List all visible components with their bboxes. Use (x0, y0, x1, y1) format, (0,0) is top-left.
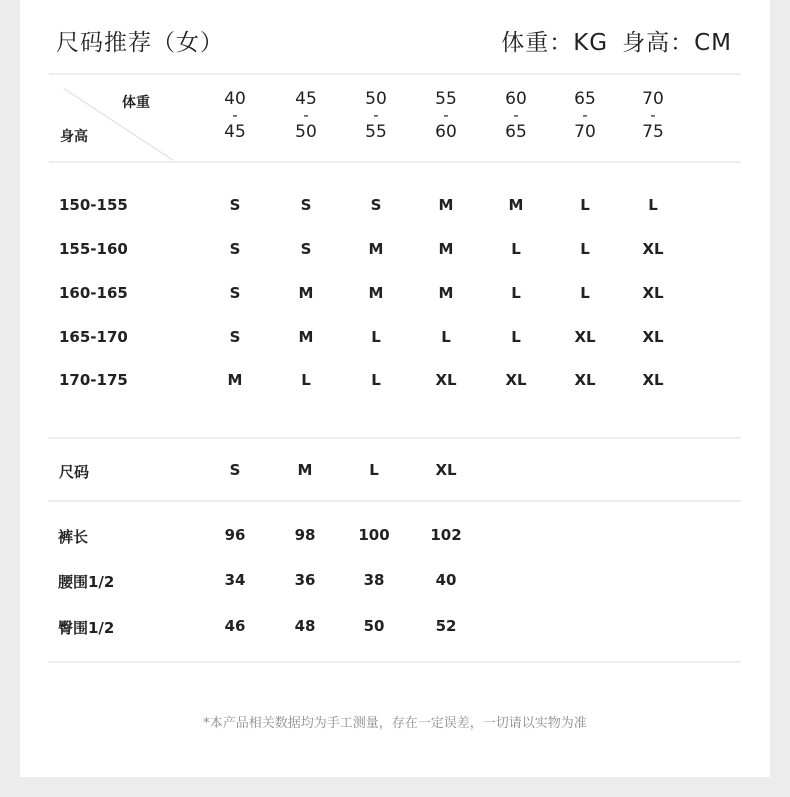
size-cell: L (511, 240, 521, 258)
size-cell: M (368, 284, 384, 302)
size-cell: S (229, 196, 241, 214)
weight-range-to: 75 (642, 122, 664, 142)
divider-top (49, 73, 741, 75)
size-cell: M (508, 196, 524, 214)
weight-range-6 (642, 90, 664, 141)
size-cell: XL (642, 240, 664, 258)
size-cell: L (371, 328, 381, 346)
measurement-footnote: *本产品相关数据均为手工测量，存在一定误差，一切请以实物为准 (203, 716, 587, 731)
weight-range-to: 60 (435, 122, 457, 142)
size-header-cell: S (229, 461, 241, 479)
size-cell: XL (642, 284, 664, 302)
size-cell: S (300, 240, 312, 258)
height-range-label: 170-175 (59, 371, 128, 389)
height-range-label: 165-170 (59, 328, 128, 346)
divider-bottom (48, 661, 741, 663)
measure-value-cell: 38 (363, 571, 385, 589)
size-cell: M (298, 328, 314, 346)
size-header-cell: M (297, 461, 313, 479)
size-cell: L (580, 196, 590, 214)
weight-range-to: 50 (295, 122, 317, 142)
units-legend (501, 24, 732, 57)
weight-range-from: 60 (505, 89, 527, 109)
measure-value-cell: 40 (435, 571, 457, 589)
size-cell: XL (505, 371, 527, 389)
weight-unit-label: 体重：KG (501, 30, 609, 56)
measure-label: 裤长 (58, 528, 89, 546)
size-cell: L (371, 371, 381, 389)
size-cell: S (370, 196, 382, 214)
range-dash: - (232, 106, 238, 124)
size-cell: S (229, 240, 241, 258)
weight-range-to: 45 (224, 122, 246, 142)
height-unit-label: 身高：CM (622, 30, 732, 56)
height-range-label: 160-165 (59, 284, 128, 302)
size-cell: M (438, 240, 454, 258)
size-cell: XL (574, 371, 596, 389)
measure-value-cell: 102 (430, 526, 462, 544)
weight-range-from: 45 (295, 89, 317, 109)
weight-range-to: 55 (365, 122, 387, 142)
measure-value-cell: 46 (224, 617, 246, 635)
measure-value-cell: 48 (294, 617, 316, 635)
size-cell: S (300, 196, 312, 214)
size-cell: M (368, 240, 384, 258)
weight-range-from: 40 (224, 89, 246, 109)
range-dash: - (303, 106, 309, 124)
range-dash: - (650, 106, 656, 124)
size-cell: L (648, 196, 658, 214)
height-range-label: 150-155 (59, 196, 128, 214)
size-cell: S (229, 284, 241, 302)
weight-range-from: 55 (435, 89, 457, 109)
divider-measure (48, 500, 741, 502)
measure-value-cell: 100 (358, 526, 390, 544)
size-cell: L (511, 284, 521, 302)
range-dash: - (443, 106, 449, 124)
measure-value-cell: 52 (435, 617, 457, 635)
measure-value-cell: 98 (294, 526, 316, 544)
weight-range-5 (574, 90, 596, 141)
size-cell: XL (435, 371, 457, 389)
measure-label: 臀围1/2 (58, 619, 115, 637)
size-cell: L (580, 284, 590, 302)
range-dash: - (513, 106, 519, 124)
size-header-cell: L (369, 461, 379, 479)
size-cell: L (441, 328, 451, 346)
size-cell: M (438, 284, 454, 302)
measure-value-cell: 36 (294, 571, 316, 589)
weight-range-from: 70 (642, 89, 664, 109)
page-title: 尺码推荐（女） (56, 30, 224, 56)
size-cell: M (438, 196, 454, 214)
corner-weight-label: 体重 (122, 95, 150, 111)
measure-value-cell: 50 (363, 617, 385, 635)
range-dash: - (582, 106, 588, 124)
weight-range-0 (224, 90, 246, 141)
size-cell: XL (642, 371, 664, 389)
measure-value-cell: 96 (224, 526, 246, 544)
size-cell: M (298, 284, 314, 302)
measure-label: 腰围1/2 (58, 573, 115, 591)
size-header-cell: XL (435, 461, 457, 479)
size-cell: S (229, 328, 241, 346)
size-row-label: 尺码 (59, 463, 90, 481)
size-cell: XL (642, 328, 664, 346)
weight-range-to: 65 (505, 122, 527, 142)
size-cell: M (227, 371, 243, 389)
weight-range-1 (295, 90, 317, 141)
size-cell: L (580, 240, 590, 258)
size-cell: L (301, 371, 311, 389)
weight-range-2 (365, 90, 387, 141)
divider-mid (48, 437, 741, 439)
weight-range-to: 70 (574, 122, 596, 142)
height-range-label: 155-160 (59, 240, 128, 258)
header-corner-diagonal (63, 88, 173, 161)
range-dash: - (373, 106, 379, 124)
size-chart-card (20, 0, 770, 777)
measure-value-cell: 34 (224, 571, 246, 589)
size-cell: XL (574, 328, 596, 346)
weight-range-4 (505, 90, 527, 141)
corner-height-label: 身高 (60, 129, 88, 145)
size-cell: L (511, 328, 521, 346)
divider-header (49, 161, 741, 163)
weight-range-from: 50 (365, 89, 387, 109)
weight-range-3 (435, 90, 457, 141)
weight-range-from: 65 (574, 89, 596, 109)
